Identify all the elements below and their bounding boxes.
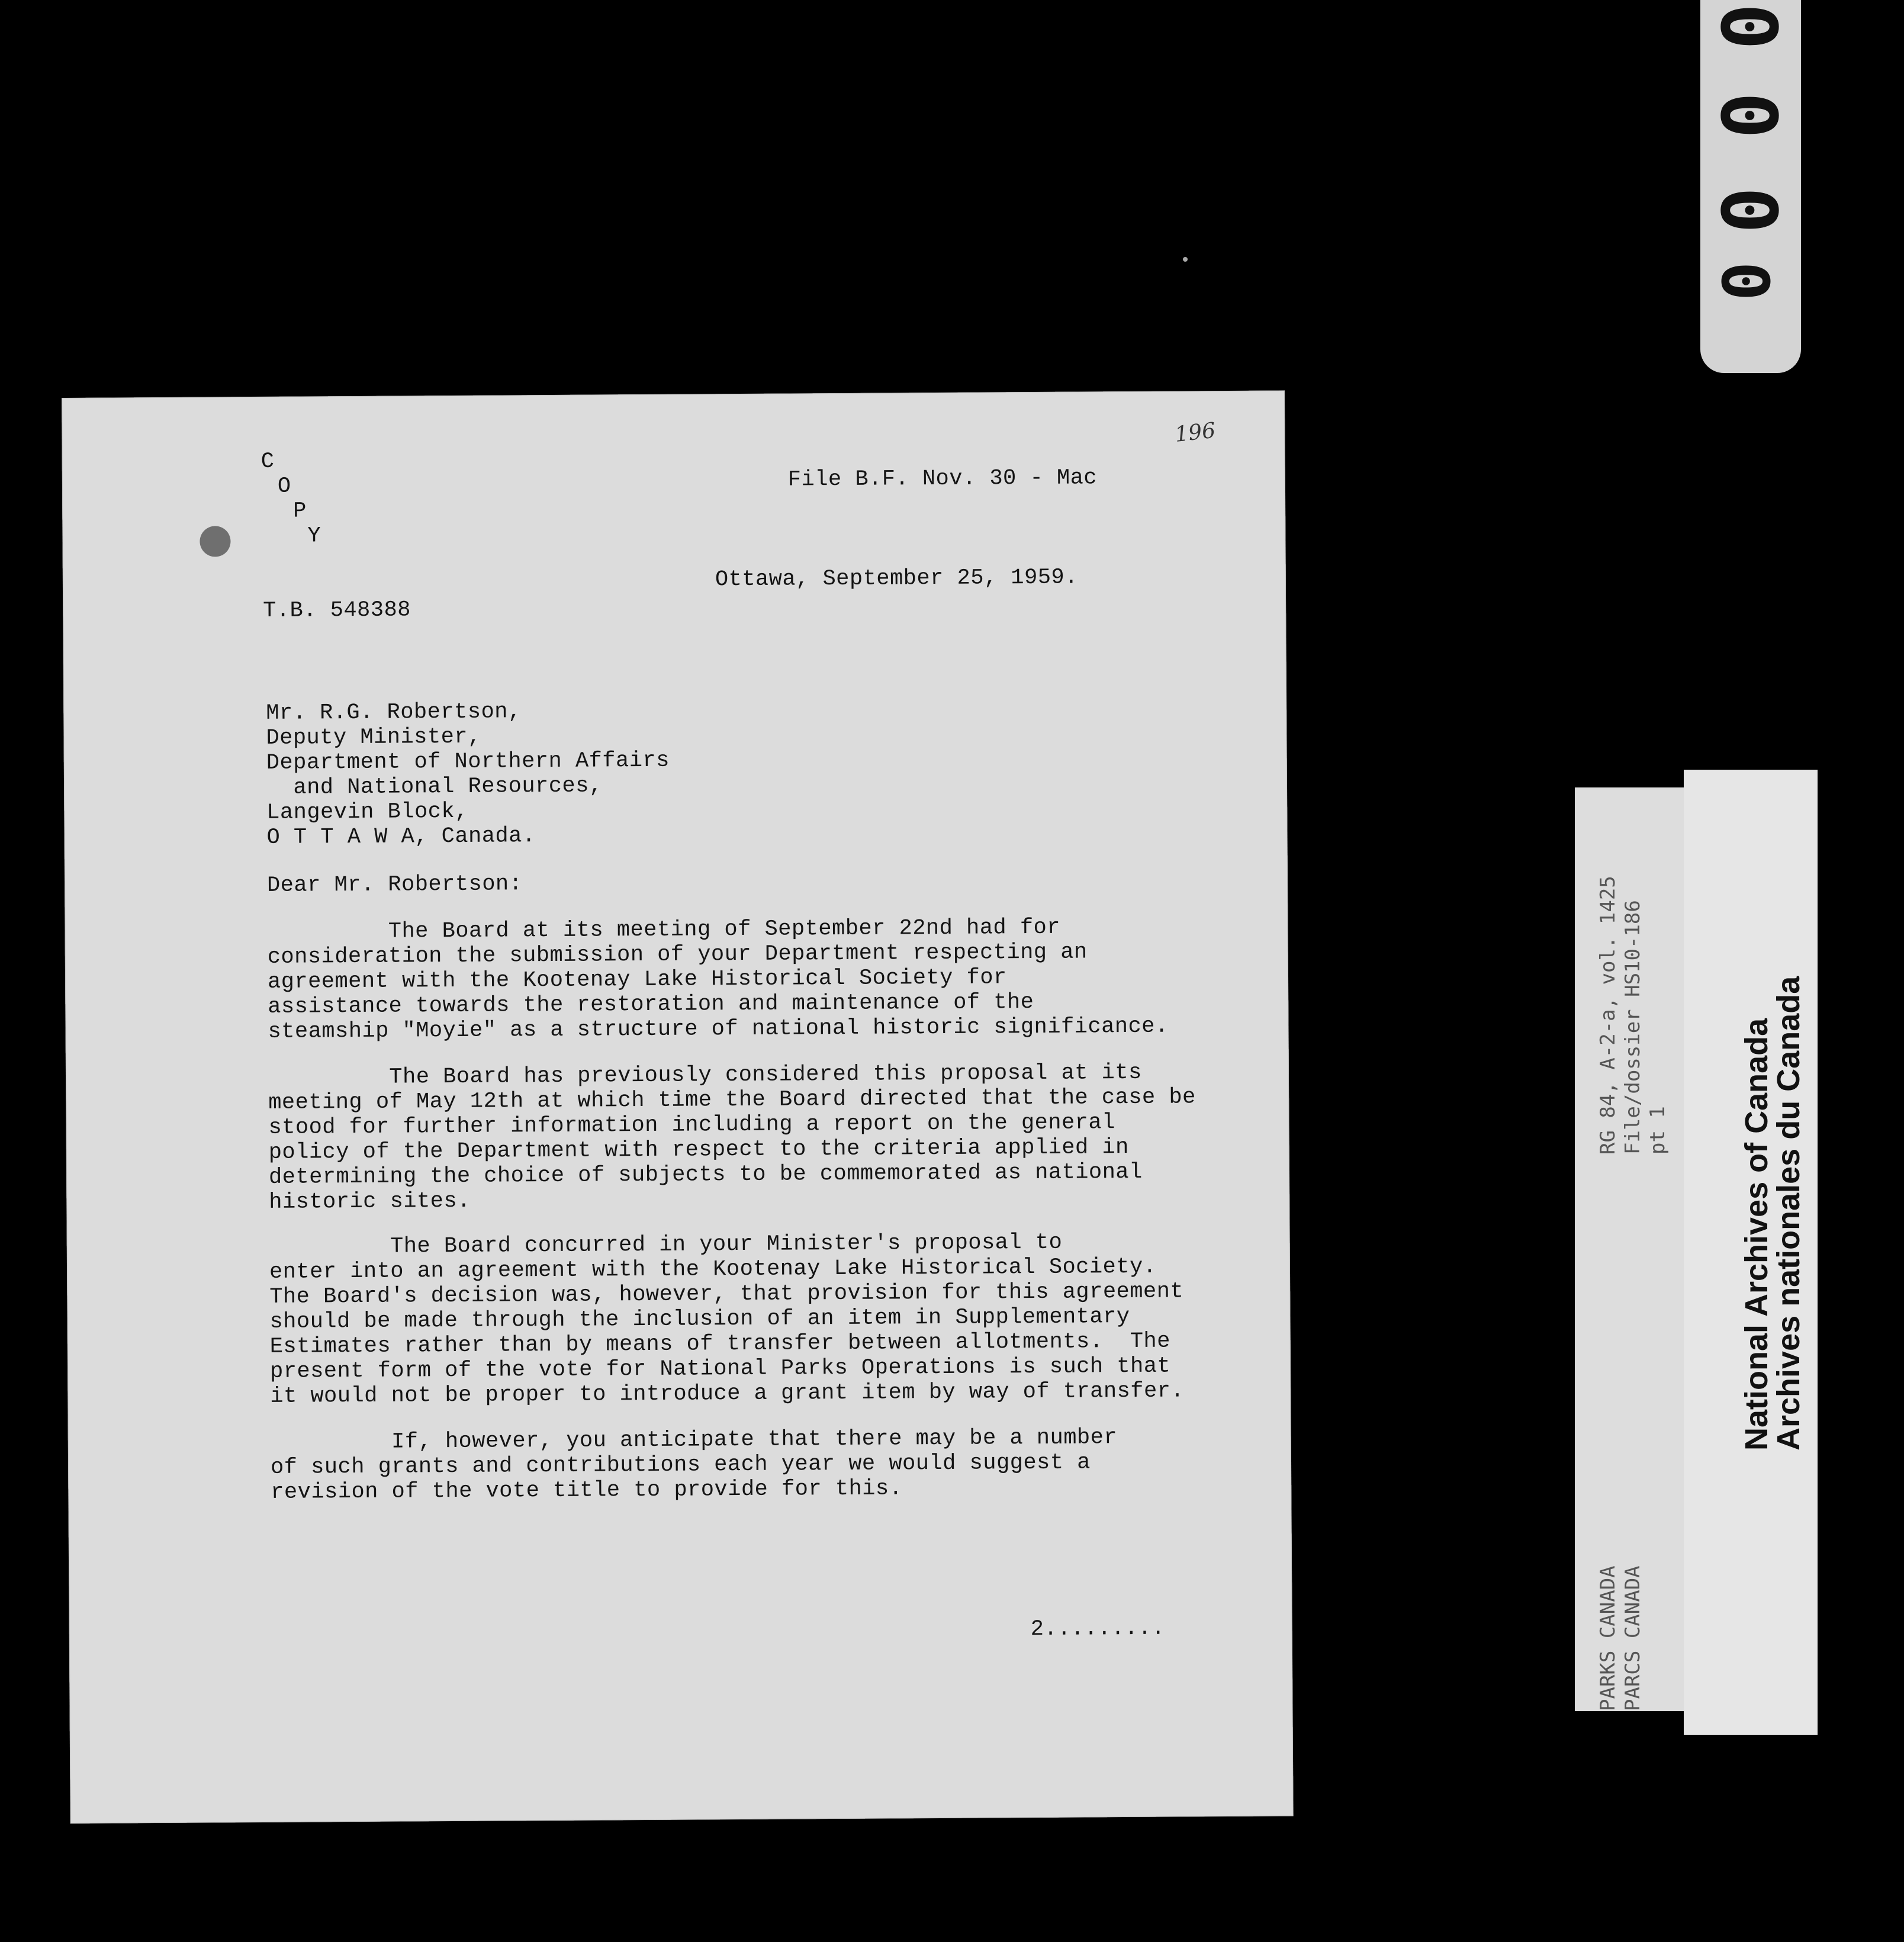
- paragraph-line: it would not be proper to introduce a grant item by way of transfer.: [270, 1378, 1185, 1409]
- paragraph-1: [267, 914, 1227, 1044]
- paragraph-line: enter into an agreement with the Kootenay Lake Historical Society.: [269, 1254, 1157, 1285]
- film-mark: 0: [1703, 187, 1794, 234]
- paragraph-line: The Board concurred in your Minister's proposal to: [269, 1230, 1063, 1260]
- address-line: Deputy Minister,: [266, 724, 481, 751]
- paragraph-line: policy of the Department with respect to the criteria applied in: [268, 1135, 1129, 1165]
- handwritten-folio-number: 196: [1173, 418, 1217, 447]
- copy-letter-c: C: [260, 449, 275, 474]
- address-line: and National Resources,: [266, 773, 603, 800]
- copy-letter-y: Y: [307, 523, 321, 549]
- paragraph-line: revision of the vote title to provide for this.: [271, 1476, 903, 1505]
- date-line: Ottawa, September 25, 1959.: [715, 565, 1079, 593]
- treasury-board-reference: T.B. 548388: [263, 597, 411, 623]
- national-archives-stamp-card: [1684, 770, 1818, 1735]
- paragraph-line: If, however, you anticipate that there may be a number: [270, 1425, 1118, 1455]
- address-line: Mr. R.G. Robertson,: [266, 699, 522, 726]
- letter-sheet: [62, 390, 1294, 1824]
- paragraph-line: present form of the vote for National Parks Operations is such that: [269, 1353, 1171, 1384]
- address-line: Department of Northern Affairs: [266, 748, 670, 776]
- address-line: Langevin Block,: [266, 799, 468, 825]
- page-continuation: 2.........: [1030, 1616, 1165, 1642]
- paragraph-line: determining the choice of subjects to be commemorated as national: [268, 1159, 1143, 1190]
- paragraph-line: assistance towards the restoration and maintenance of the: [268, 989, 1034, 1020]
- paragraph-line: meeting of May 12th at which time the Board directed that the case be: [268, 1085, 1196, 1115]
- film-reel-strip: [1700, 0, 1801, 373]
- paragraph-line: consideration the submission of your Department respecting an: [267, 940, 1088, 970]
- paragraph-2: [268, 1060, 1228, 1215]
- punch-hole: [200, 526, 230, 557]
- file-reference: File B.F. Nov. 30 - Mac: [787, 465, 1098, 493]
- paragraph-line: historic sites.: [269, 1188, 471, 1215]
- paragraph-4: [271, 1425, 1230, 1505]
- film-mark: 0: [1703, 3, 1794, 50]
- paragraph-line: The Board has previously considered this proposal at its: [268, 1060, 1142, 1091]
- film-mark: 0: [1707, 261, 1783, 301]
- archives-stamp-line: Archives nationales du Canada: [1771, 976, 1806, 1451]
- parks-canada-line: PARKS CANADA: [1596, 1565, 1620, 1711]
- paragraph-line: The Board's decision was, however, that provision for this agreement: [269, 1279, 1184, 1310]
- address-line: O T T A W A, Canada.: [266, 824, 536, 850]
- recipient-address: [266, 695, 1226, 850]
- paragraph-line: Estimates rather than by means of transfer between allotments. The: [269, 1329, 1171, 1359]
- film-mark: 0: [1703, 92, 1794, 139]
- paragraph-line: should be made through the inclusion of an item in Supplementary: [269, 1304, 1130, 1335]
- paragraph-line: agreement with the Kootenay Lake Historical Society for: [267, 965, 1007, 995]
- salutation: Dear Mr. Robertson:: [266, 872, 523, 898]
- paragraph-3: [269, 1229, 1230, 1409]
- archive-ref-line: File/dossier HS10-186: [1621, 900, 1645, 1155]
- paragraph-line: The Board at its meeting of September 22nd had for: [267, 915, 1061, 945]
- speck: [1183, 257, 1188, 262]
- archives-stamp-line: National Archives of Canada: [1739, 1018, 1774, 1451]
- archive-ref-line: pt 1: [1646, 1106, 1670, 1155]
- copy-letter-p: P: [293, 499, 307, 524]
- paragraph-line: steamship "Moyie" as a structure of national historic significance.: [268, 1014, 1169, 1044]
- archive-ref-line: RG 84, A-2-a, vol. 1425: [1596, 876, 1620, 1155]
- paragraph-line: stood for further information including a report on the general: [268, 1110, 1115, 1140]
- paragraph-line: of such grants and contributions each year we would suggest a: [270, 1450, 1091, 1480]
- copy-letter-o: O: [277, 474, 291, 499]
- parks-canada-line: PARCS CANADA: [1621, 1565, 1645, 1711]
